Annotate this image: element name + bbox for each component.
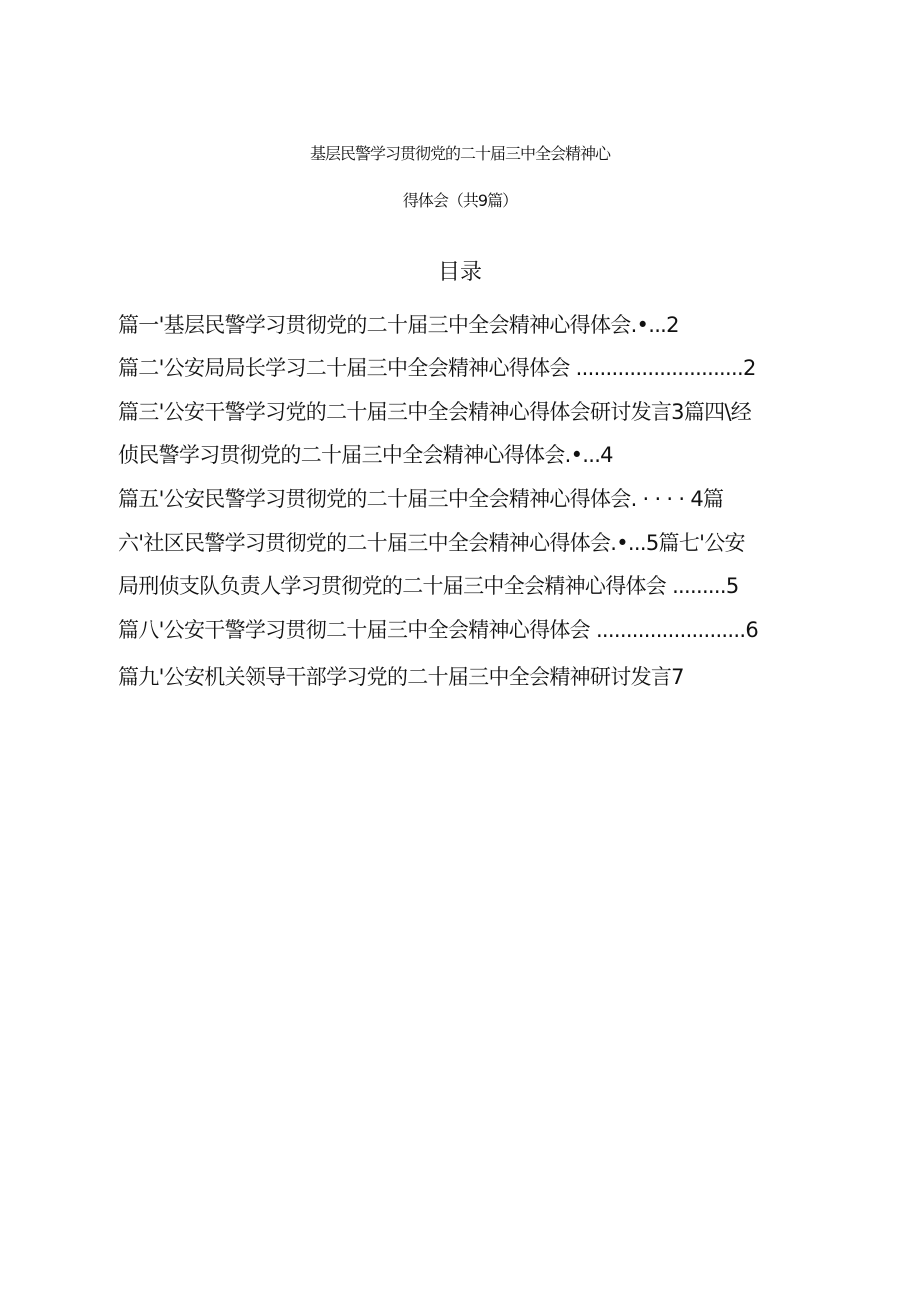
toc-entry-3[interactable]: 篇三'公安干警学习党的二十届三中全会精神心得体会研讨发言3篇四\经: [118, 400, 752, 424]
toc-entry-8[interactable]: 篇八'公安干警学习贯彻二十届三中全会精神心得体会 .........................6: [118, 618, 758, 642]
toc-entry-1[interactable]: 篇一'基层民警学习贯彻党的二十届三中全会精神心得体会.•...2: [118, 313, 679, 337]
toc-entry-7[interactable]: 局刑侦支队负责人学习贯彻党的二十届三中全会精神心得体会 .........5: [118, 574, 739, 598]
toc-entry-2[interactable]: 篇二'公安局局长学习二十届三中全会精神心得体会 ............................2: [118, 356, 756, 380]
document-title-line-2: 得体会（共9篇）: [402, 191, 518, 210]
toc-entry-5[interactable]: 篇五'公安民警学习贯彻党的二十届三中全会精神心得体会. · · · · 4篇: [118, 487, 724, 511]
toc-heading: 目录: [437, 260, 482, 285]
toc-entry-4[interactable]: 侦民警学习贯彻党的二十届三中全会精神心得体会.•...4: [118, 443, 613, 467]
document-title-line-1: 基层民警学习贯彻党的二十届三中全会精神心: [309, 144, 610, 163]
toc-entry-6[interactable]: 六'社区民警学习贯彻党的二十届三中全会精神心得体会.•...5篇七'公安: [118, 531, 745, 555]
toc-entry-9[interactable]: 篇九'公安机关领导干部学习党的二十届三中全会精神研讨发言7: [118, 665, 684, 689]
